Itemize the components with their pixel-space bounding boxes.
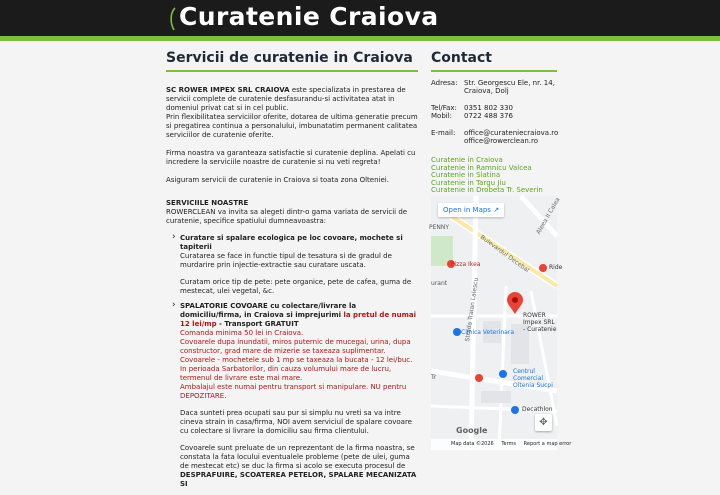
contact-sidebar	[431, 48, 557, 195]
mobile-label: Mobil:	[431, 112, 453, 120]
map-data-text: Map data ©2026	[451, 441, 494, 447]
phone-label: Tel/Fax:	[431, 104, 457, 112]
notice-text: Covoarele - mochetele sub 1 mp se taxeaza la bucata - 12 lei/buc.	[180, 356, 413, 364]
header-accent-bar	[0, 36, 720, 41]
notice-text: Comanda minima 50 lei in Craiova.	[180, 329, 304, 337]
price-text: la pretul de numai 12 lei/mp	[180, 311, 417, 328]
city-link-drobeta[interactable]: Curatenie in Drobeta Tr. Severin	[431, 186, 543, 195]
service-desc: Daca sunteti prea ocupati sau pur si simplu nu vreti sa va intre cineva strain in casa/firma, NOI avem serviciul de spalare covoare cu colectare si livrare la domiciliu sau firma clientului.	[180, 409, 412, 435]
move-icon: ✥	[539, 417, 548, 428]
map-embed[interactable]	[429, 196, 572, 450]
map-label-decebal: Bulevardul Decebal	[478, 234, 531, 275]
city-link-craiova[interactable]: Curatenie in Craiova	[431, 156, 503, 164]
company-name: SC ROWER IMPEX SRL CRAIOVA	[166, 86, 290, 94]
services-intro: ROWERCLEAN va invita sa alegeti dintr-o gama variata de servicii de curatenie, specifice spatiului dumneavoastra:	[166, 208, 408, 225]
phone-row	[431, 104, 557, 112]
map-pin[interactable]	[539, 264, 547, 272]
email-label: E-mail:	[431, 129, 456, 137]
map-label-urant: urant	[431, 280, 448, 287]
service-name: SPALATORIE COVOARE cu colectare/livrare la domiciliu/firma, in Craiova si imprejurimi	[180, 302, 357, 319]
map-pin[interactable]	[453, 328, 461, 336]
page-title: Servicii de curatenie in Craiova	[166, 50, 413, 66]
service-name: › Curatare si spalare ecologica pe loc covoare, mochete si tapiterii	[180, 234, 403, 251]
map-label-centrul: Centrul Comercial Oltenia Sucpi	[513, 368, 553, 389]
map-label-pizza: Pizza Ikea	[451, 261, 481, 268]
coverage-paragraph: Asiguram servicii de curatenie in Craiova si toata zona Olteniei.	[166, 176, 389, 184]
map-label-decathlon: Decathlon	[522, 406, 553, 413]
city-link-targu-jiu[interactable]: Curatenie in Targu Jiu	[431, 178, 506, 187]
service-desc: Covoarele sunt preluate de un reprezentant de la firma noastra, se constata la fata locului eventualele probleme (pete de ulei, guma de mestecat etc) se duc la firma si acolo se executa procesul de	[180, 444, 415, 470]
map-label-emil: Strada Traian Lalescu	[464, 277, 480, 342]
mobile-value[interactable]: 0722 488 376	[464, 112, 513, 120]
map-label-clinica: Clinica Veterinara	[461, 329, 515, 336]
service-desc: Curatarea se face in functie tipul de tesatura si de gradul de murdarire prin injectie-extractie sau curatare uscata.	[180, 252, 392, 269]
map-footer	[431, 439, 572, 450]
map-label-ride: Ride	[549, 264, 563, 271]
service-item-carpet-laundry	[180, 302, 418, 489]
intro-text: este specializata in prestarea de servicii complete de curatenie desfasurandu-si activitatea atat in domeniul privat cat si in cel public.	[166, 86, 406, 112]
notice-text: Ambalajul este numai pentru transport si manipulare. NU pentru DEPOZITARE.	[180, 383, 407, 400]
title-underline	[166, 70, 418, 72]
service-item-carpet-onsite	[180, 234, 418, 296]
email-row	[431, 129, 557, 145]
notice-text: In perioada Sarbatorilor, din cauza volumului mare de lucru, termenul de livrare este mai mare.	[180, 365, 392, 382]
external-link-icon: ↗	[493, 206, 500, 214]
address-label: Adresa:	[431, 79, 458, 87]
contact-title: Contact	[431, 50, 492, 66]
mobile-row	[431, 112, 557, 120]
contact-underline	[431, 70, 557, 72]
address-line: Craiova, Dolj	[464, 87, 509, 95]
leaf-icon	[168, 7, 178, 31]
service-heading-line	[180, 302, 418, 329]
email-link[interactable]: office@rowerclean.ro	[464, 137, 539, 145]
intro-paragraph	[166, 86, 418, 140]
notice-text: Covoarele dupa inundatii, miros puternic de mucegai, urina, dupa constructor, grad mare de mizerie se taxeaza suplimentar.	[180, 338, 411, 355]
map-report-link[interactable]: Report a map error	[523, 441, 572, 447]
map-pin[interactable]	[511, 406, 519, 414]
map-label-aleea: Aleea II Calea	[535, 196, 562, 236]
email-link[interactable]: office@curateniecraiova.ro	[464, 129, 559, 137]
map-terms-link[interactable]: Terms	[501, 441, 517, 447]
google-logo: Google	[456, 426, 488, 435]
map-label-rower: ROWER Impex SRL - Curatenie	[523, 312, 557, 333]
transport-text: - Transport GRATUIT	[216, 320, 299, 328]
map-pin[interactable]	[499, 370, 507, 378]
address-line: Str. Georgescu Ele, nr. 14,	[464, 79, 555, 87]
service-desc: Curatam orice tip de pete: pete organice, pete de cafea, guma de mestecat, ulei vegetal, &c.	[180, 278, 412, 295]
open-in-maps-link[interactable]	[438, 203, 504, 217]
city-link-ramnicu-valcea[interactable]: Curatenie in Ramnicu Valcea	[431, 163, 532, 172]
city-link-slatina[interactable]: Curatenie in Slatina	[431, 171, 501, 180]
address-row	[431, 79, 557, 95]
map-pin[interactable]	[475, 374, 483, 382]
map-fullscreen-button[interactable]	[535, 414, 552, 431]
city-links	[431, 157, 557, 195]
map-label-penny: PENNY	[429, 224, 450, 231]
open-in-maps-label[interactable]: Open in Maps	[443, 206, 491, 214]
main-content	[166, 48, 418, 495]
guarantee-paragraph: Firma noastra va garanteaza satisfactie si curatenie deplina. Apelati cu incredere la serviciile noastre de curatenie si nu veti regreta!	[166, 149, 416, 166]
site-header	[0, 0, 720, 36]
phone-value[interactable]: 0351 802 330	[464, 104, 513, 112]
services-heading: SERVICIILE NOASTRE	[166, 199, 249, 207]
site-title[interactable]: Curatenie Craiova	[179, 2, 439, 31]
map-label-tr: Tr	[431, 374, 437, 381]
services-list	[166, 234, 418, 489]
service-desc: DESPRAFUIRE, SCOATEREA PETELOR, SPALARE MECANIZATA SI	[180, 471, 417, 488]
intro-text-2: Prin flexibilitatea serviciilor oferite, dotarea de ultima generatie precum si pregatirea continua a personalului, imbunatatim permanent calitatea serviciilor de curatenie oferite.	[166, 113, 418, 139]
